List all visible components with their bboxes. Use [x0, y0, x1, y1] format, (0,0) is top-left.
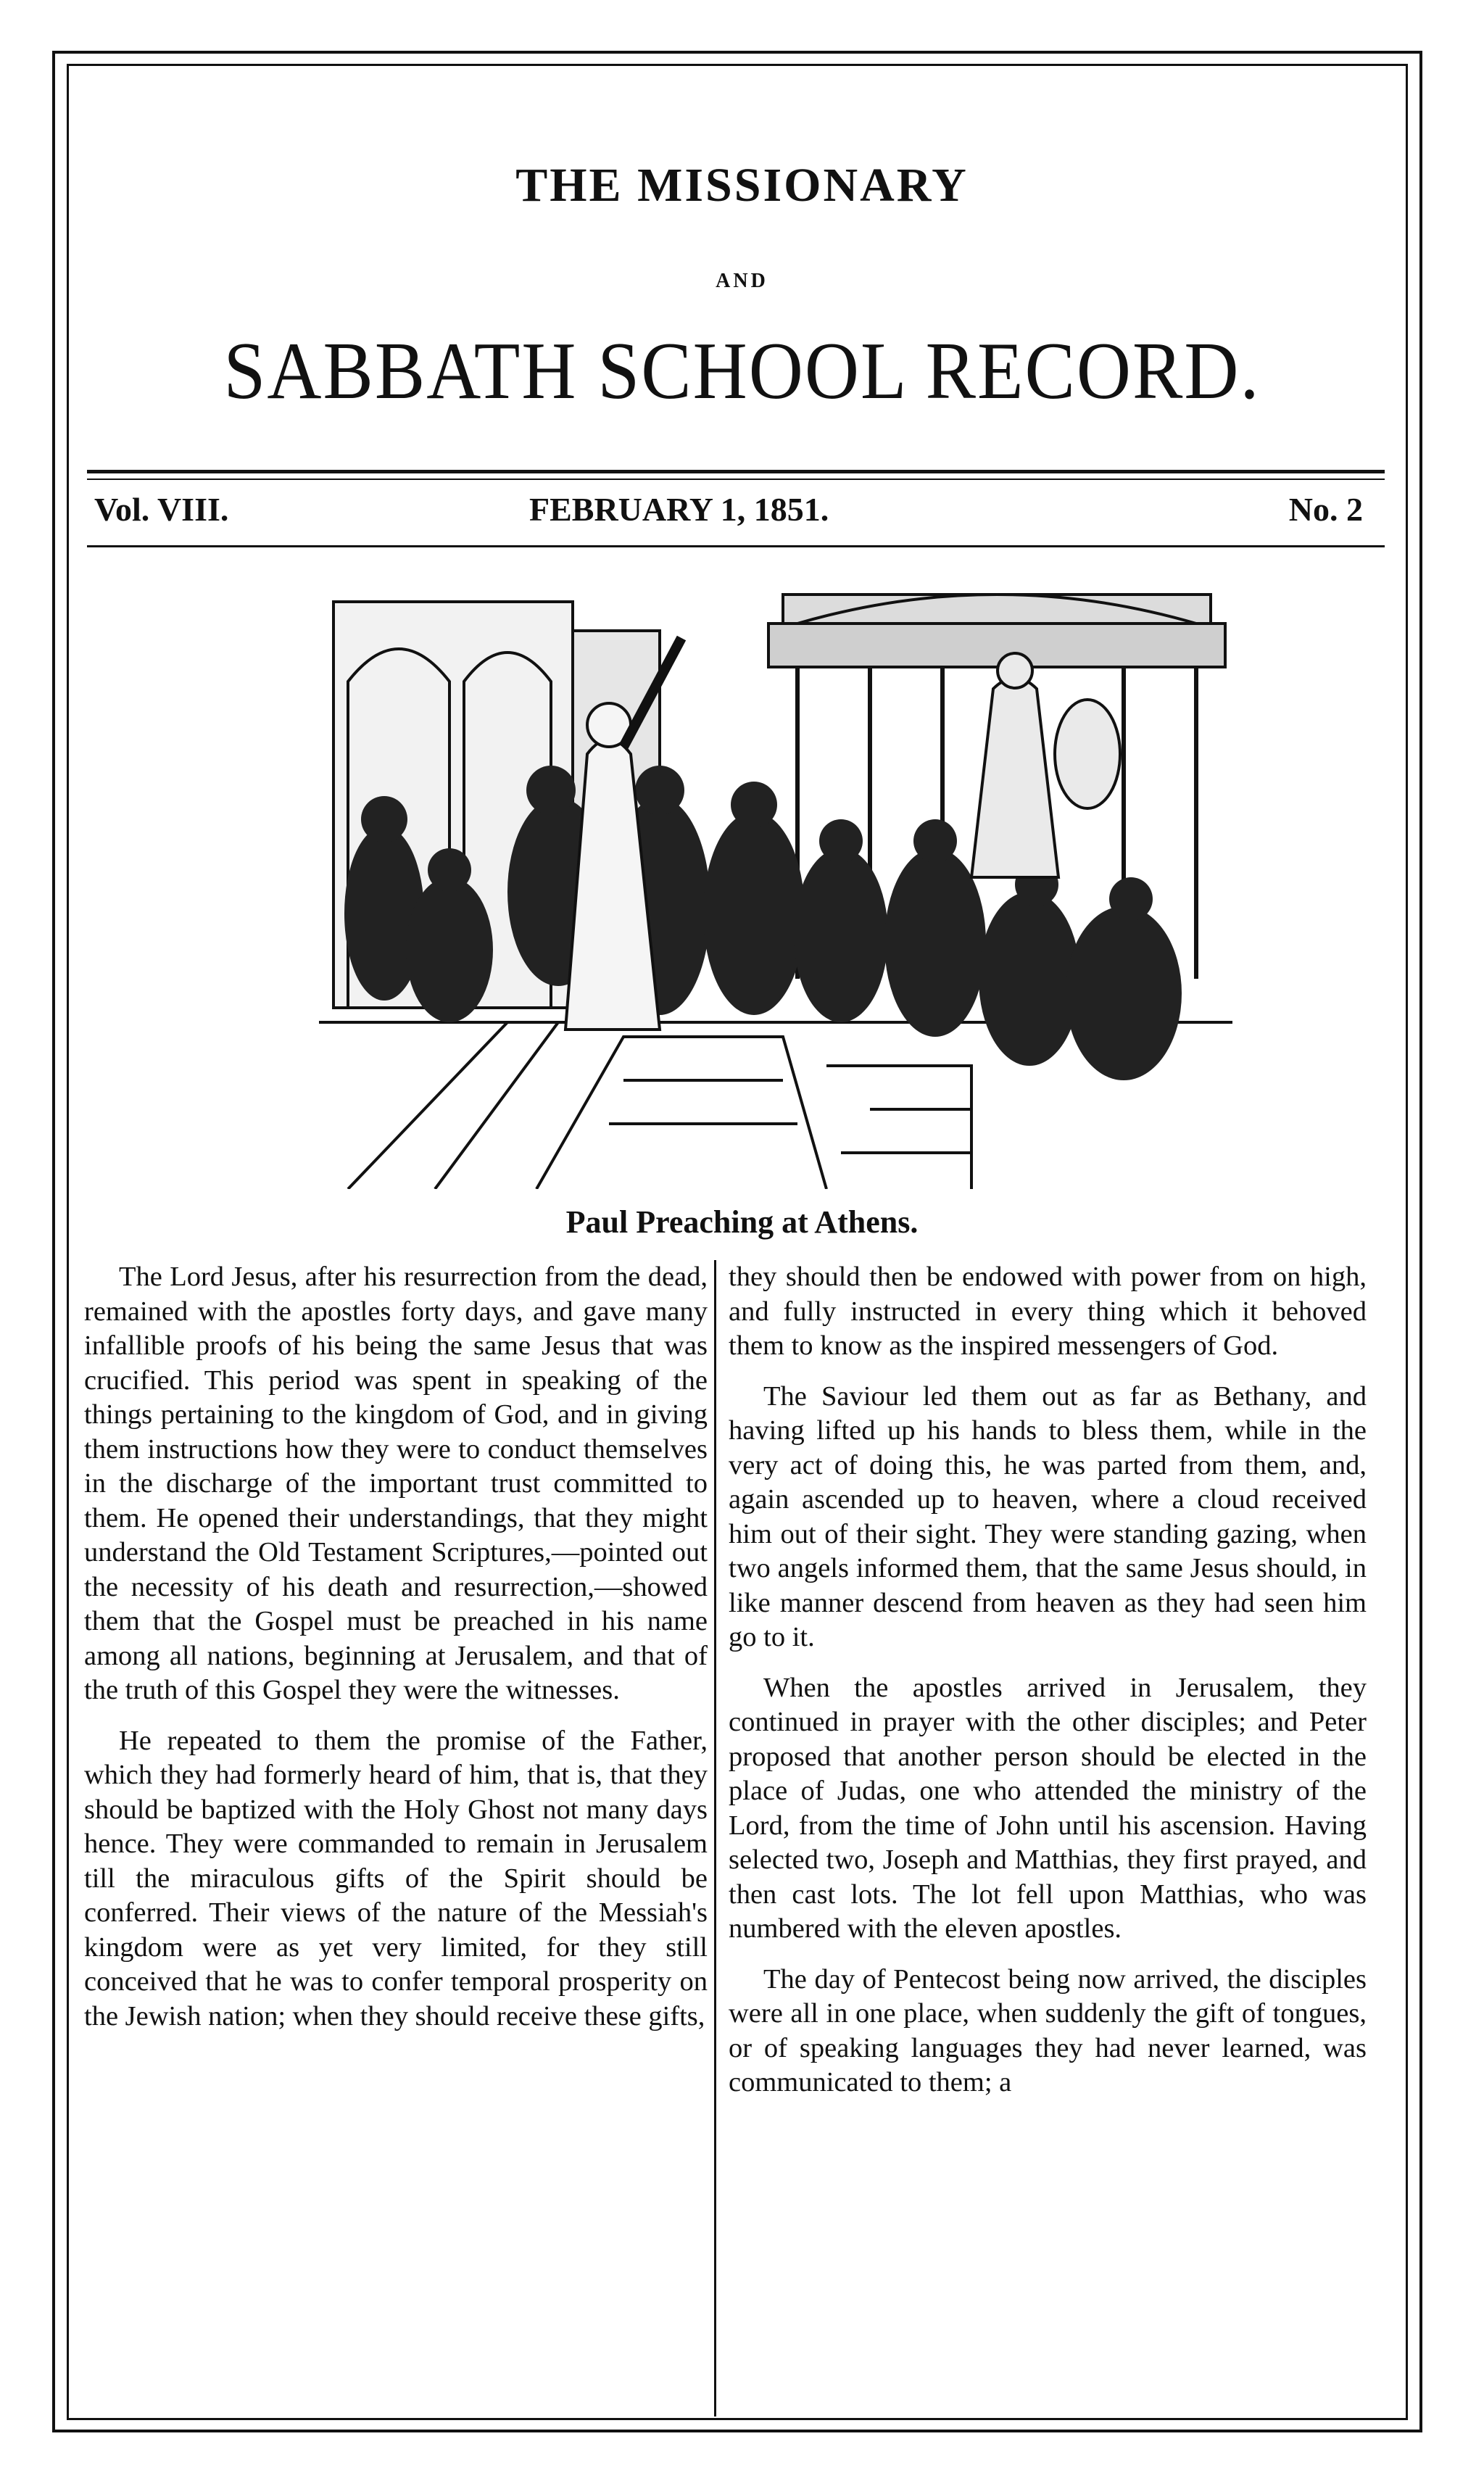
article-paragraph: He repeated to them the promise of the Father, which they had formerly heard of him, that is, that they should be baptized with the Holy Ghost not many days hence. They were commanded to remain in Jerusalem till the miraculous gifts of the Spirit should be conferred. Their views of the nature of the Messiah's kingdom were as yet very limited, for they still conceived that he was to confer temporal prosperity on the Jewish nation; when they should receive these gifts,: [84, 1725, 708, 2032]
header-rule-thick: [87, 470, 1385, 473]
header-rule-thin: [87, 479, 1385, 480]
article-paragraph: The day of Pentecost being now arrived, the disciples were all in one place, when suddenly the gift of tongues, or of speaking languages they had never learned, was communicated to them; a: [729, 1963, 1367, 2097]
engraving-paul-preaching-illustration: [319, 573, 1232, 1189]
article-column-right: [729, 1260, 1367, 2116]
issue-number: No. 2: [1288, 491, 1363, 528]
masthead-and: AND: [716, 270, 768, 292]
masthead-title-line1: THE MISSIONARY: [515, 159, 969, 212]
article-paragraph: When the apostles arrived in Jerusalem, they continued in prayer with the other disciples; and Peter proposed that another person should be elected in the place of Judas, one who attended the ministry of the Lord, from the time of John until his ascension. Having selected two, Joseph and Matthias, they first prayed, and then cast lots. The lot fell upon Matthias, who was numbered with the eleven apostles.: [729, 1672, 1367, 1944]
illustration-caption: Paul Preaching at Athens.: [565, 1204, 919, 1240]
issue-rule: [87, 545, 1385, 547]
issue-date: FEBRUARY 1, 1851.: [529, 491, 829, 528]
volume-label: Vol. VIII.: [94, 491, 229, 528]
article-paragraph: they should then be endowed with power from on high, and fully instructed in every thing which it behoved them to know as the inspired messengers of God.: [729, 1262, 1367, 1361]
article-paragraph: The Lord Jesus, after his resurrection from the dead, remained with the apostles forty days, and gave many infallible proofs of his being the same Jesus that was crucified. This period was spent in speaking of the things pertaining to the kingdom of God, and in giving them instructions how they were to conduct themselves in the discharge of the important trust committed to them. He opened their understandings, that they might understand the Old Testament Scriptures,—pointed out the necessity of his death and resurrection,—showed them that the Gospel must be preached in his name among all nations, beginning at Jerusalem, and that of the truth of this Gospel they were the witnesses.: [84, 1262, 708, 1705]
article-column-left: [84, 1260, 708, 2050]
issue-info-row: [94, 490, 1363, 541]
article-paragraph: The Saviour led them out as far as Bethany, and having lifted up his hands to bless them, while in the very act of doing this, he was parted from them, and, again ascended up to heaven, where a cloud received him out of their sight. They were standing gazing, when two angels informed them, that the same Jesus should, in like manner descend from heaven as they had seen him go to it.: [729, 1380, 1367, 1652]
masthead-title-line2: SABBATH SCHOOL RECORD.: [223, 326, 1261, 416]
column-divider: [714, 1260, 716, 2416]
